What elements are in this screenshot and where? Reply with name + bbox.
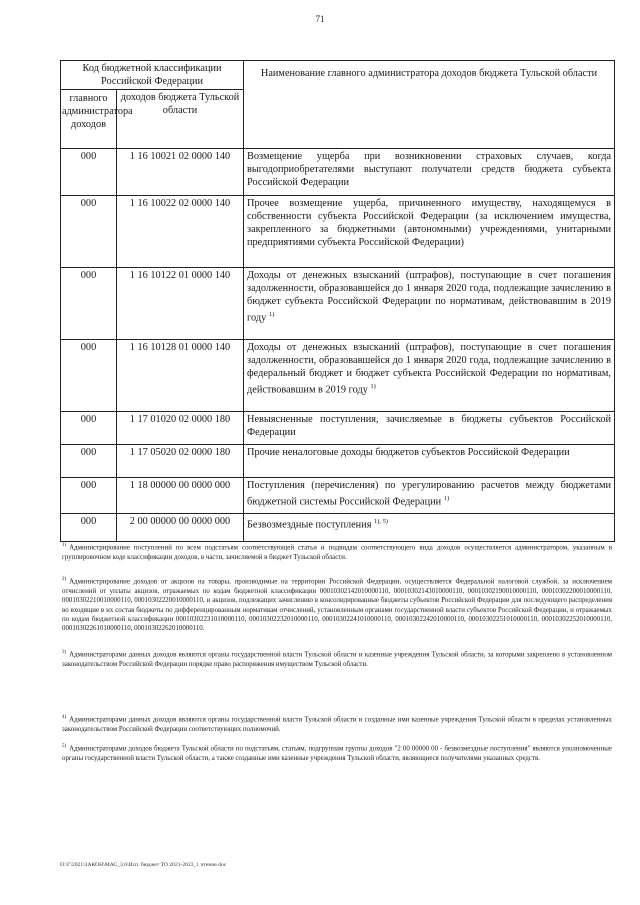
income-code-cell: 1 17 05020 02 0000 180 — [117, 445, 244, 478]
footnote-reference: 1) — [443, 495, 450, 502]
income-name-cell — [244, 445, 615, 478]
admin-code-cell: 000 — [61, 478, 117, 514]
footnote — [62, 648, 612, 669]
table-row — [61, 412, 615, 445]
income-name-text: Возмещение ущерба при возникновении страховых случаев, когда выгодоприобретателями выступают получатели средств бюджета субъекта Российской Федерации — [247, 151, 612, 188]
budget-income-table — [60, 60, 615, 542]
income-name-cell — [244, 149, 615, 196]
footnote-mark: 4) — [62, 715, 67, 720]
footnote-reference: 1) — [268, 311, 275, 318]
income-code-cell: 1 16 10122 01 0000 140 — [117, 268, 244, 340]
income-name-cell — [244, 268, 615, 340]
admin-code-cell: 000 — [61, 340, 117, 412]
footnote-text: Администраторами данных доходов являются органы государственной власти Тульской области и казенные учреждения Тульской области, за которыми закреплено в установленном законодательством Российской Федерации порядке право распоряжения имуществом Тульской области. — [62, 651, 612, 668]
admin-code-cell: 000 — [61, 268, 117, 340]
footnote-text: Администраторами доходов бюджета Тульской области по подстатьям, статьям, подгруппам группы доходов "2 00 00000 00 - безвозмездные поступления" являются уполномоченные органы государственной власти Тульской области, а также созданные ими казенные учреждения Тульской области, являющиеся получателями указанных средств. — [62, 745, 612, 762]
income-name-cell — [244, 340, 615, 412]
admin-code-cell: 000 — [61, 196, 117, 268]
footnote — [62, 713, 612, 734]
income-name-text: Прочие неналоговые доходы бюджетов субъектов Российской Федерации — [247, 447, 570, 458]
admin-code-cell: 000 — [61, 412, 117, 445]
footnote — [62, 575, 612, 634]
table-row — [61, 268, 615, 340]
table-row — [61, 478, 615, 514]
table-row — [61, 445, 615, 478]
kbk-header: Код бюджетной классификации Российской Федерации — [61, 61, 244, 90]
income-name-text: Невыясненные поступления, зачисляемые в бюджеты субъектов Российской Федерации — [247, 414, 612, 438]
income-name-text: Безвозмездные поступления — [247, 519, 372, 531]
footnote-reference: 1) — [370, 383, 376, 390]
income-name-text: Прочее возмещение ущерба, причиненного имуществу, находящемуся в собственности субъекта Российской Федерации (за исключением имущества, закрепленного за бюджетными (автономными) учреждениями, унитарными предприятиями субъекта Российской Федерации) — [247, 198, 612, 248]
table-row — [61, 149, 615, 196]
income-name-text: Поступления (перечисления) по урегулированию расчетов между бюджетами бюджетной системы Российской Федерации — [247, 480, 612, 508]
income-name-cell — [244, 514, 615, 542]
footnote-reference: 1), 5) — [374, 518, 389, 525]
table-body — [61, 149, 615, 542]
admin-code-cell: 000 — [61, 445, 117, 478]
income-code-cell: 1 16 10128 01 0000 140 — [117, 340, 244, 412]
file-path: D:\Г\2021\ЗАКОН\МАС_3.6\Исп. бюджет ТО 2021-2023_1 чтение.doc — [60, 862, 227, 868]
income-code-cell: 1 16 10022 02 0000 140 — [117, 196, 244, 268]
table-row — [61, 196, 615, 268]
footnote-mark: 2) — [62, 577, 67, 582]
table-row — [61, 340, 615, 412]
footnote-mark: 5) — [62, 744, 67, 749]
income-name-text: Доходы от денежных взысканий (штрафов), поступающие в счет погашения задолженности, образовавшейся до 1 января 2020 года, подлежащие зачислению в бюджет субъекта Российской Федерации по нормативам, действовавшим в 2019 году — [247, 270, 612, 324]
name-header: Наименование главного администратора доходов бюджета Тульской области — [244, 61, 615, 149]
admin-code-cell: 000 — [61, 149, 117, 196]
income-name-cell — [244, 412, 615, 445]
income-name-cell — [244, 478, 615, 514]
income-code-cell: 2 00 00000 00 0000 000 — [117, 514, 244, 542]
income-code-cell: 1 18 00000 00 0000 000 — [117, 478, 244, 514]
footnote-text: Администрирование доходов от акцизов на товары, производимые на территории Российской Федерации, осуществляется Федеральной налоговой службой, за исключением отчислений от уплаты акцизов, отражаемых по кодам бюджетной классификации 00010302142010000110, 00010302143010000110, 00010302190010000110, 00010302200010000110, 00010302210010000110, 00010302220010000110, и акцизов, подлежащих зачислению в консолидированные бюджеты субъектов Российской Федерации для последующего распределения во входящие в их состав бюджеты по дифференцированным нормативам отчислений, установленным органами государственной власти субъектов Российской Федерации, и отражаемых по кодам бюджетной классификации 00010302231010000110, 00010302232010000110, 00010302241010000110, 00010302242010000110, 00010302251010000110, 00010302252010000110, 00010302261010000110, 00010302262010000110. — [62, 578, 612, 633]
income-name-cell — [244, 196, 615, 268]
admin-code-cell: 000 — [61, 514, 117, 542]
income-code-cell: 1 16 10021 02 0000 140 — [117, 149, 244, 196]
income-name-text: Доходы от денежных взысканий (штрафов), поступающие в счет погашения задолженности, образовавшейся до 1 января 2020 года, подлежащие зачислению в федеральный бюджет и бюджет субъекта Российской Федерации по нормативам, действовавшим в 2019 году — [247, 342, 612, 396]
page-number: 71 — [315, 14, 325, 24]
admin-col-header: главного администратора доходов — [61, 90, 117, 149]
footnote-text: Администрирование поступлений по всем подстатьям соответствующей статьи и подвидам соответствующего вида доходов осуществляется администратором, указанным в группировочном коде классификации доходов, в части, зачисляемой в бюджет Тульской области. — [62, 544, 612, 561]
footnote — [62, 742, 612, 763]
income-col-header: доходов бюджета Тульской области — [117, 90, 244, 149]
footnote-text: Администраторами данных доходов являются органы государственной власти Тульской области и созданные ими казенные учреждения Тульской области в пределах установленных законодательством Российской Федерации соответствующих полномочий. — [62, 716, 612, 733]
footnote-mark: 3) — [62, 650, 67, 655]
table-row — [61, 514, 615, 542]
income-code-cell: 1 17 01020 02 0000 180 — [117, 412, 244, 445]
table-header-row — [61, 61, 615, 90]
footnote — [62, 541, 612, 562]
footnote-mark: 1) — [62, 543, 67, 548]
